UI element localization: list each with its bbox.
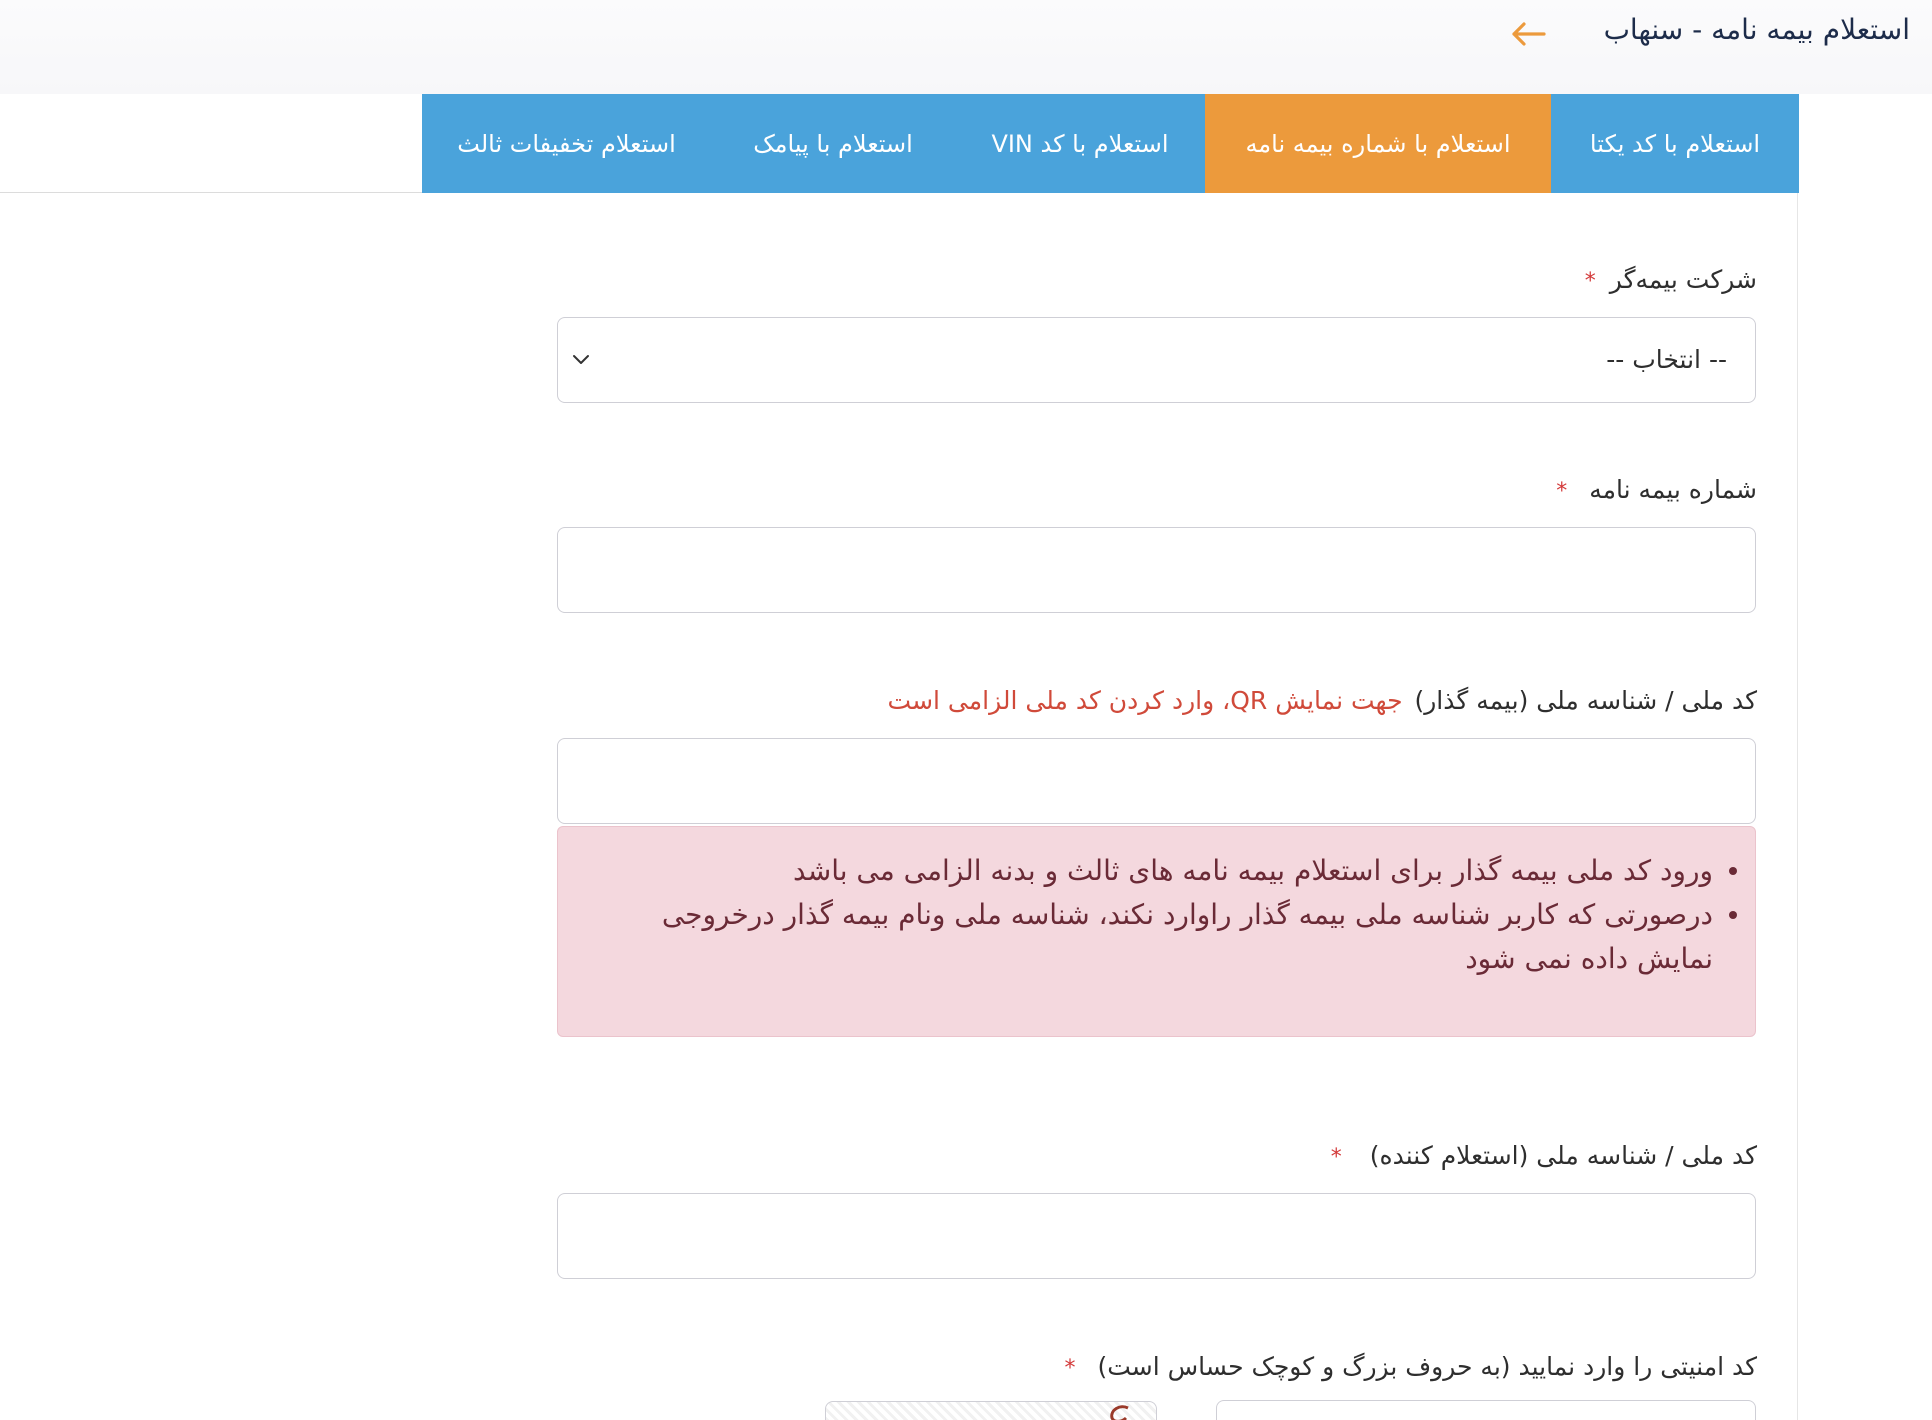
- tab-sms[interactable]: استعلام با پیامک: [711, 94, 955, 193]
- content-border: [1797, 193, 1798, 1420]
- captcha-image: [825, 1401, 1157, 1420]
- required-mark: *: [1584, 269, 1596, 294]
- arrow-left-icon[interactable]: [1508, 16, 1548, 52]
- tab-third-party-discounts[interactable]: استعلام تخفیفات ثالث: [422, 94, 711, 193]
- alert-item: ورود کد ملی بیمه گذار برای استعلام بیمه نامه های ثالث و بدنه الزامی می باشد: [578, 849, 1713, 893]
- alert-list: [558, 827, 1755, 981]
- chevron-down-icon: [570, 348, 592, 370]
- captcha-input[interactable]: [1216, 1400, 1756, 1420]
- qr-hint: جهت نمایش QR، وارد کردن کد ملی الزامی است: [887, 686, 1403, 715]
- alert-item: درصورتی که کاربر شناسه ملی بیمه گذار راوارد نکند، شناسه ملی ونام بیمه گذار درخروجی نمایش داده نمی شود: [578, 893, 1713, 981]
- policyholder-national-id-label-text: کد ملی / شناسه ملی (بیمه گذار): [1414, 686, 1757, 715]
- tab-bar: [422, 94, 1799, 193]
- required-mark: *: [1064, 1356, 1076, 1381]
- page-title: استعلام بیمه نامه - سنهاب: [1603, 13, 1910, 46]
- insurer-label: [1585, 260, 1757, 302]
- inquirer-national-id-input[interactable]: [557, 1193, 1756, 1279]
- info-alert: [557, 826, 1756, 1037]
- insurer-label-text: شرکت بیمه‌گر: [1609, 265, 1757, 294]
- policyholder-national-id-label: [888, 681, 1757, 721]
- policyholder-national-id-input[interactable]: [557, 738, 1756, 824]
- captcha-label-text: کد امنیتی را وارد نمایید (به حروف بزرگ و کوچک حساس است): [1097, 1352, 1757, 1381]
- required-mark: *: [1330, 1145, 1342, 1170]
- tab-policy-number[interactable]: استعلام با شماره بیمه نامه: [1205, 94, 1551, 193]
- captcha-glyph-icon: [1098, 1404, 1134, 1420]
- insurer-select[interactable]: [557, 317, 1756, 403]
- insurer-select-value: -- انتخاب --: [1606, 345, 1727, 374]
- required-mark: *: [1556, 479, 1568, 504]
- tab-vin-code[interactable]: استعلام با کد VIN: [955, 94, 1205, 193]
- captcha-label: [1065, 1347, 1758, 1389]
- tabs-divider: [0, 192, 422, 193]
- policy-number-input[interactable]: [557, 527, 1756, 613]
- policy-number-label: [1556, 470, 1757, 512]
- inquirer-national-id-label-text: کد ملی / شناسه ملی (استعلام کننده): [1369, 1141, 1757, 1170]
- tab-unique-code[interactable]: استعلام با کد یکتا: [1551, 94, 1799, 193]
- policy-number-label-text: شماره بیمه نامه: [1589, 475, 1757, 504]
- inquirer-national-id-label: [1331, 1136, 1757, 1178]
